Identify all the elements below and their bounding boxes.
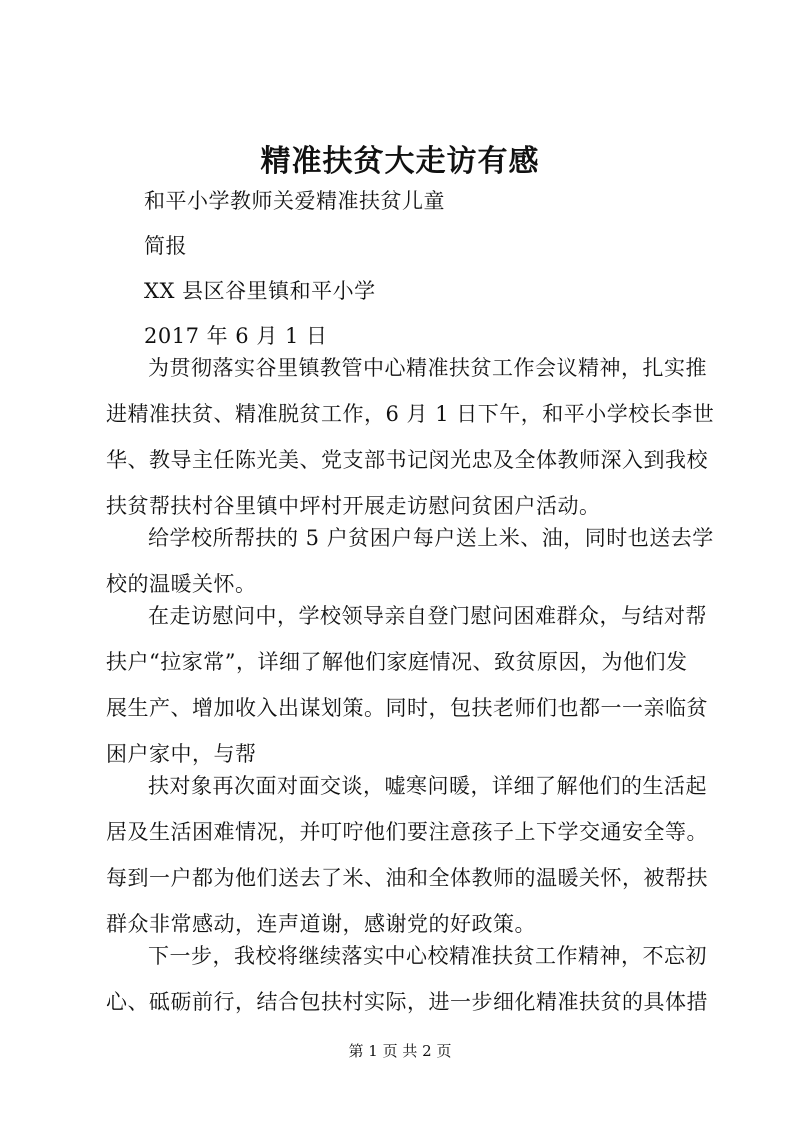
paragraph-1-line-2: 进精准扶贫、精准脱贫工作，6 月 1 日下午，和平小学校长李世 xyxy=(106,402,715,426)
document-title: 精准扶贫大走访有感 xyxy=(260,144,540,179)
paragraph-3-line-2: 扶户“拉家常”，详细了解他们家庭情况、致贫原因，为他们发 xyxy=(106,650,688,674)
organization-line: XX 县区谷里镇和平小学 xyxy=(144,279,376,303)
paragraph-4-line-4: 群众非常感动，连声道谢，感谢党的好政策。 xyxy=(106,912,536,936)
paragraph-4-line-1: 扶对象再次面对面交谈，嘘寒问暖，详细了解他们的生活起 xyxy=(148,774,707,798)
subtitle-line-1: 和平小学教师关爱精准扶贫儿童 xyxy=(144,189,445,213)
paragraph-1-line-1: 为贯彻落实谷里镇教管中心精准扶贫工作会议精神，扎实推 xyxy=(148,356,707,380)
paragraph-4-line-3: 每到一户都为他们送去了米、油和全体教师的温暖关怀，被帮扶 xyxy=(106,866,708,890)
paragraph-5-line-2: 心、砥砺前行，结合包扶村实际，进一步细化精准扶贫的具体措 xyxy=(106,990,708,1014)
paragraph-4-line-2: 居及生活困难情况，并叮咛他们要注意孩子上下学交通安全等。 xyxy=(106,820,708,844)
paragraph-5-line-1: 下一步，我校将继续落实中心校精准扶贫工作精神，不忘初 xyxy=(148,944,707,968)
paragraph-3-line-1: 在走访慰问中，学校领导亲自登门慰问困难群众，与结对帮 xyxy=(148,604,707,628)
paragraph-3-line-4: 困户家中，与帮 xyxy=(106,742,257,766)
paragraph-2-line-1: 给学校所帮扶的 5 户贫困户每户送上米、油，同时也送去学 xyxy=(148,526,714,550)
paragraph-1-line-3: 华、教导主任陈光美、党支部书记闵光忠及全体教师深入到我校 xyxy=(106,448,708,472)
paragraph-2-line-2: 校的温暖关怀。 xyxy=(106,572,257,596)
page-footer: 第 1 页 共 2 页 xyxy=(348,1042,452,1060)
date-line: 2017 年 6 月 1 日 xyxy=(144,324,328,348)
paragraph-1-line-4: 扶贫帮扶村谷里镇中坪村开展走访慰问贫困户活动。 xyxy=(106,494,601,518)
subtitle-line-2: 简报 xyxy=(144,234,187,258)
paragraph-3-line-3: 展生产、增加收入出谋划策。同时，包扶老师们也都一一亲临贫 xyxy=(106,696,708,720)
